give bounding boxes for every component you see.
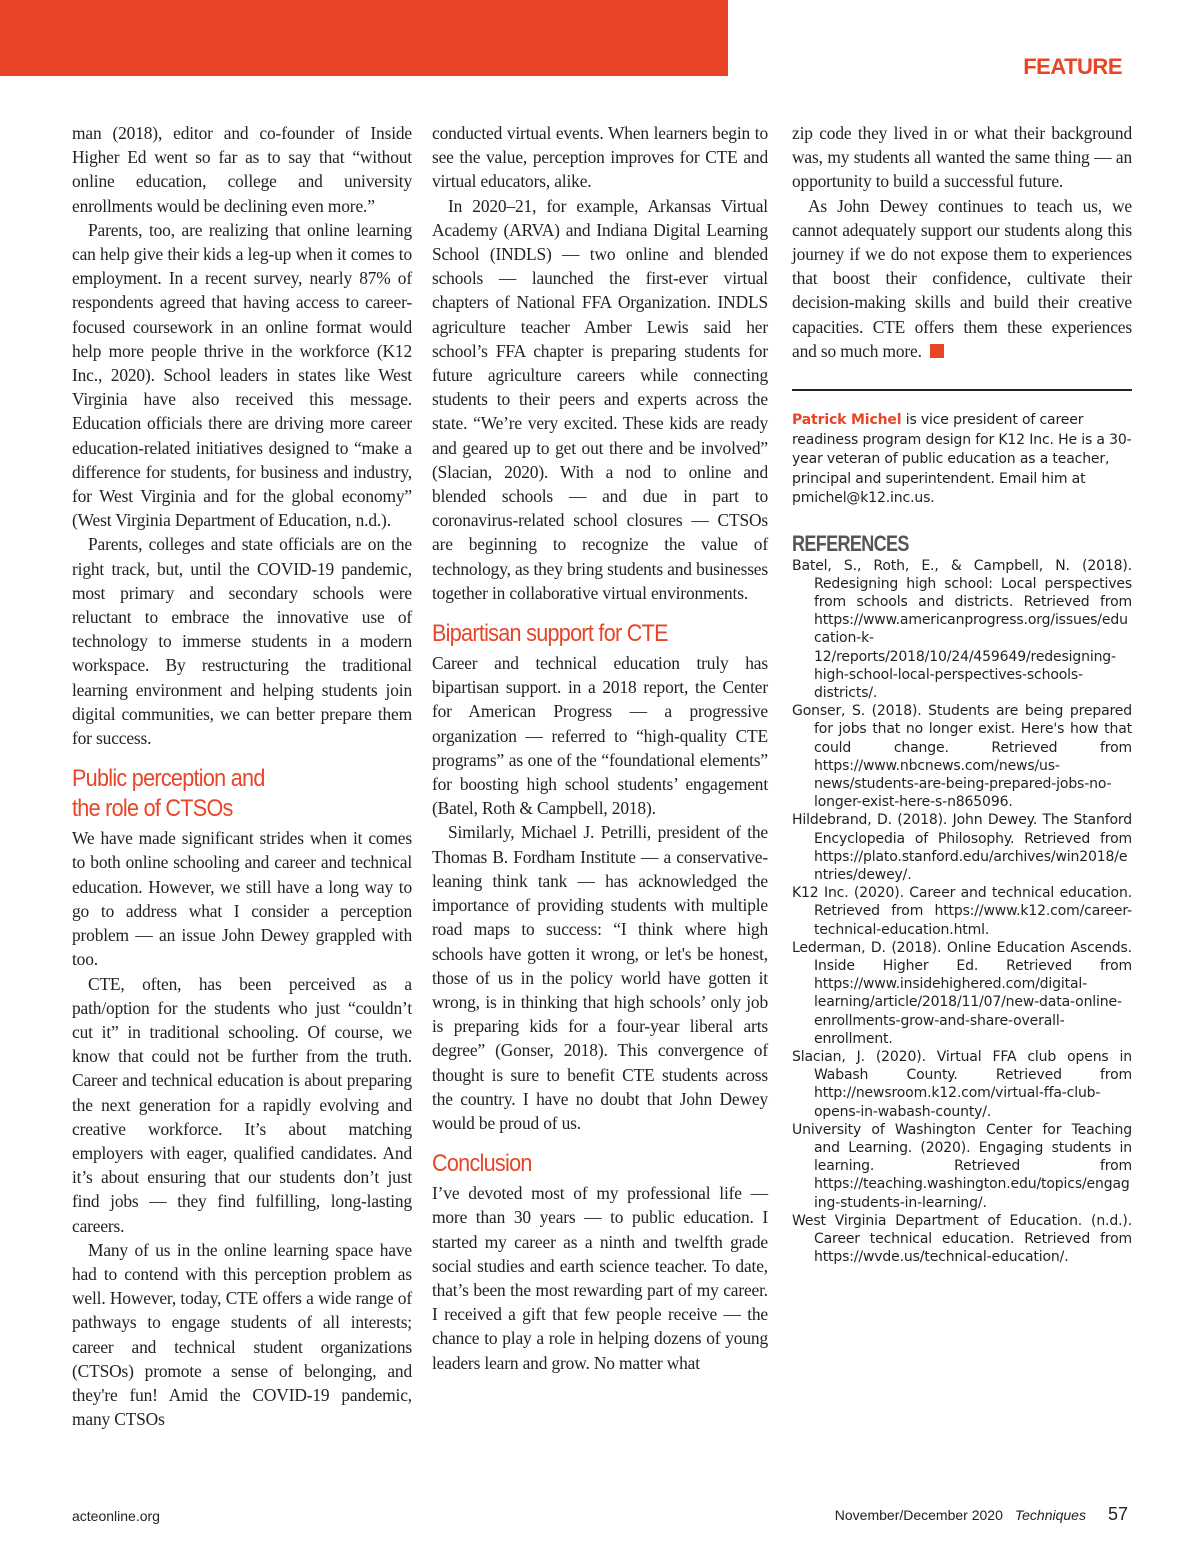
subheading-bipartisan-support: Bipartisan support for CTE — [432, 620, 668, 648]
subheading-conclusion: Conclusion — [432, 1150, 532, 1178]
reference-item: Hildebrand, D. (2018). John Dewey. The Stanford Encyclopedia of Philosophy. Retrieved from https://plato.stanford.edu/archives/win2018/entries/dewey/. — [792, 812, 1132, 883]
subheading-line: Public perception and — [72, 765, 265, 793]
paragraph-text: As John Dewey continues to teach us, we cannot adequately support our students along this journey if we do not expose them to experiences that boost their confidence, cultivate their decision-making skills and build their creative capacities. CTE offers them these experiences and so much more. — [792, 195, 1132, 361]
paragraph: CTE, often, has been perceived as a path/option for the students who just “couldn’t cut it” in traditional schooling. Of course, we know that could not be further from the truth. Career and technical education is about preparing the next generation for a rapidly evolving and creative workforce. It’s about matching employers with eager, qualified candidates. And it’s about ensuring that our students don’t just find jobs — they find fulfilling, long-lasting careers. — [72, 973, 412, 1236]
paragraph: In 2020–21, for example, Arkansas Virtual Academy (ARVA) and Indiana Digital Learning School (INDLS) — two online and blended schools — launched the first-ever virtual chapters of National FFA Organization. INDLS agriculture teacher Amber Lewis said her school’s FFA chapter is preparing students for future agriculture careers while connecting students to their peers and experts across the state. “We’re very excited. These kids are ready and geared up to get out there and be involved” (Slacian, 2020). With a nod to online and blended schools — and due in part to coronavirus-related school closures — CTSOs are beginning to recognize the value of technology, as they bring students and businesses together in collaborative virtual environments. — [432, 195, 768, 603]
paragraph: Career and technical education truly has bipartisan support. in a 2018 report, the Center for American Progress — a progressive organization — referred to “high-quality CTE programs” as one of the “foundational elements” for boosting high school students’ engagement (Batel, Roth & Campbell, 2018). — [432, 653, 768, 819]
end-mark-icon — [930, 344, 944, 358]
article-column-3 — [792, 121, 1132, 1266]
article-column-1 — [72, 121, 412, 1431]
references-list — [792, 557, 1132, 1267]
footer-issue-info — [835, 1504, 1128, 1525]
reference-item: Slacian, J. (2020). Virtual FFA club opens in Wabash County. Retrieved from http://newsroom.k12.com/virtual-ffa-club-opens-in-wabash-county/. — [792, 1049, 1132, 1120]
page-number: 57 — [1107, 1504, 1128, 1524]
subheading-public-perception — [72, 764, 378, 824]
header-color-bar — [0, 0, 728, 76]
reference-item: K12 Inc. (2020). Career and technical education. Retrieved from https://www.k12.com/career-technical-education.html. — [792, 885, 1132, 938]
paragraph: zip code they lived in or what their background was, my students all wanted the same thing — an opportunity to build a successful future. — [792, 123, 1132, 192]
footer-issue-date: November/December 2020 — [834, 1507, 1003, 1523]
reference-item: Lederman, D. (2018). Online Education Ascends. Inside Higher Ed. Retrieved from https://www.insidehighered.com/digital-learning/article/2018/11/07/new-data-online-enrollments-grow-and-share-overall-enrollment. — [792, 939, 1132, 1047]
paragraph: Parents, colleges and state officials are on the right track, but, until the COVID-19 pandemic, most primary and secondary schools were reluctant to embrace the innovative use of technology to immerse students in a modern workspace. By restructuring the traditional learning environment and helping students join digital communities, we can better prepare them for success. — [72, 534, 412, 749]
paragraph: Similarly, Michael J. Petrilli, president of the Thomas B. Fordham Institute — a conservative-leaning think tank — has acknowledged the importance of providing students with multiple road maps to success: “I think where high schools have gotten it wrong, or let's be honest, those of us in the policy world have gotten it wrong, is in thinking that high schools’ only job is preparing kids for a four-year liberal arts degree” (Gonser, 2018). This convergence of thought is sure to benefit CTE students across the country. I have no doubt that John Dewey would be proud of us. — [432, 822, 768, 1133]
footer-magazine-name: Techniques — [1014, 1507, 1086, 1523]
author-bio — [792, 411, 1132, 509]
author-bio-text: is vice president of career readiness program design for K12 Inc. He is a 30-year veteran of public education as a teacher, principal and superintendent. Email him at pmichel@k12.inc.us. — [792, 412, 1132, 507]
subheading-line: the role of CTSOs — [72, 795, 233, 823]
paragraph: man (2018), editor and co-founder of Inside Higher Ed went so far as to say that “without online education, college and university enrollments would be declining even more.” — [72, 123, 412, 216]
paragraph: I’ve devoted most of my professional life — more than 30 years — to public education. I started my career as a ninth and twelfth grade social studies and earth science teacher. To date, that’s been the most rewarding part of my career. I received a gift that few people receive — the chance to play a role in helping dozens of young leaders learn and grow. No matter what — [432, 1183, 768, 1373]
reference-item: Gonser, S. (2018). Students are being prepared for jobs that no longer exist. Here's how that could change. Retrieved from https://www.nbcnews.com/news/us-news/students-are-being-prepared-jobs-no-longer-exist-here-s-n865096. — [792, 703, 1132, 811]
article-column-2 — [432, 121, 768, 1375]
section-label: FEATURE — [1023, 54, 1122, 79]
paragraph: conducted virtual events. When learners begin to see the value, perception improves for CTE and virtual educators, alike. — [432, 123, 768, 192]
reference-item: Batel, S., Roth, E., & Campbell, N. (2018). Redesigning high school: Local perspectives from schools and districts. Retrieved from https://www.americanprogress.org/issues/education-k-12/reports/2018/10/24/459649/redesigning-high-school-local-perspectives-schools-districts/. — [792, 557, 1132, 701]
author-name: Patrick Michel — [792, 412, 902, 429]
reference-item: University of Washington Center for Teaching and Learning. (2020). Engaging students in learning. Retrieved from https://teaching.washington.edu/topics/engaging-students-in-learning/. — [792, 1121, 1132, 1211]
reference-item: West Virginia Department of Education. (n.d.). Career technical education. Retrieved from https://wvde.us/technical-education/. — [792, 1212, 1132, 1266]
paragraph: Parents, too, are realizing that online learning can help give their kids a leg-up when it comes to employment. In a recent survey, nearly 87% of respondents agreed that having access to career-focused coursework in an online format would help more people thrive in the workforce (K12 Inc., 2020). School leaders in states like West Virginia have also received this message. Education officials there are driving more career education-related initiatives designed to “make a difference for students, for business and industry, for West Virginia and for the global economy” (West Virginia Department of Education, n.d.). — [72, 219, 412, 531]
divider — [792, 389, 1132, 391]
paragraph: Many of us in the online learning space have had to contend with this perception problem as well. However, today, CTE offers a wide range of pathways to engage students of all interests; career and technical student organizations (CTSOs) promote a sense of belonging, and they're fun! Amid the COVID-19 pandemic, many CTSOs — [72, 1239, 412, 1430]
references-heading: REFERENCES — [792, 530, 909, 556]
footer-site: acteonline.org — [72, 1508, 160, 1524]
paragraph: We have made significant strides when it comes to both online schooling and career and technical education. However, we still have a long way to go to address what I consider a perception problem — an issue John Dewey grappled with too. — [72, 828, 412, 970]
paragraph-final — [792, 194, 1132, 363]
